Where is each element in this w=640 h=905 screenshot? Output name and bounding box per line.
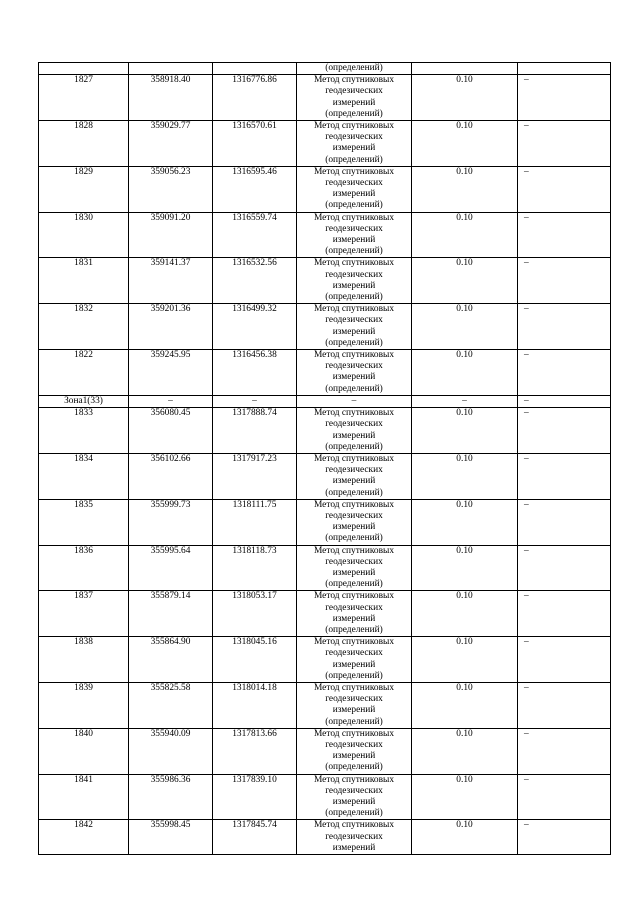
cell-point-number: 1840 xyxy=(39,728,129,774)
cell-description: – xyxy=(518,121,611,167)
table-row xyxy=(39,258,611,304)
cell-description: – xyxy=(518,682,611,728)
cell-x-coordinate: 359201.36 xyxy=(129,304,213,350)
cell-accuracy: 0.10 xyxy=(412,728,518,774)
cell-point-number: 1831 xyxy=(39,258,129,304)
cell-description: – xyxy=(518,258,611,304)
zone-row xyxy=(39,395,611,407)
cell-method: (определений) xyxy=(297,63,412,75)
table-row xyxy=(39,75,611,121)
cell-accuracy: 0.10 xyxy=(412,637,518,683)
cell-method: Метод спутниковых геодезических измерений (определений) xyxy=(297,75,412,121)
cell-x-coordinate: 356080.45 xyxy=(129,408,213,454)
cell-accuracy: 0.10 xyxy=(412,774,518,820)
cell-point-number: 1838 xyxy=(39,637,129,683)
cell-method: Метод спутниковых геодезических измерений (определений) xyxy=(297,258,412,304)
cell-accuracy: 0.10 xyxy=(412,304,518,350)
cell-description: – xyxy=(518,166,611,212)
cell-description: – xyxy=(518,75,611,121)
cell-accuracy: 0.10 xyxy=(412,545,518,591)
cell-point-number: 1837 xyxy=(39,591,129,637)
table-row xyxy=(39,545,611,591)
table-body xyxy=(39,63,611,855)
cell-method: Метод спутниковых геодезических измерений (определений) xyxy=(297,350,412,396)
cell-x-coordinate: 355864.90 xyxy=(129,637,213,683)
cell-accuracy: 0.10 xyxy=(412,499,518,545)
table-row xyxy=(39,121,611,167)
cell-y-coordinate: 1316532.56 xyxy=(213,258,297,304)
cell-x-coordinate: – xyxy=(129,395,213,407)
cell-y-coordinate: 1317888.74 xyxy=(213,408,297,454)
cell-y-coordinate: 1318118.73 xyxy=(213,545,297,591)
cell-x-coordinate: 355998.45 xyxy=(129,820,213,855)
cell-point-number: 1828 xyxy=(39,121,129,167)
cell-y-coordinate: 1318014.18 xyxy=(213,682,297,728)
cell-y-coordinate: 1317813.66 xyxy=(213,728,297,774)
cell-description: – xyxy=(518,499,611,545)
cell-accuracy: 0.10 xyxy=(412,212,518,258)
cell-point-number: 1836 xyxy=(39,545,129,591)
cell-point-number: 1839 xyxy=(39,682,129,728)
cell-point-number: 1830 xyxy=(39,212,129,258)
cell-method: Метод спутниковых геодезических измерений (определений) xyxy=(297,499,412,545)
cell-description: – xyxy=(518,591,611,637)
cell-point-number xyxy=(39,63,129,75)
cell-x-coordinate: 355825.58 xyxy=(129,682,213,728)
cell-accuracy: 0.10 xyxy=(412,591,518,637)
cell-y-coordinate: 1318053.17 xyxy=(213,591,297,637)
cell-y-coordinate: 1317917.23 xyxy=(213,453,297,499)
cell-x-coordinate xyxy=(129,63,213,75)
cell-description xyxy=(518,63,611,75)
table-row xyxy=(39,212,611,258)
cell-method: Метод спутниковых геодезических измерений xyxy=(297,820,412,855)
cell-y-coordinate: – xyxy=(213,395,297,407)
cell-accuracy: 0.10 xyxy=(412,682,518,728)
cell-method: Метод спутниковых геодезических измерений (определений) xyxy=(297,545,412,591)
table-row xyxy=(39,728,611,774)
table-row xyxy=(39,350,611,396)
cell-point-number: 1841 xyxy=(39,774,129,820)
cell-method: Метод спутниковых геодезических измерений (определений) xyxy=(297,591,412,637)
cell-point-number: 1842 xyxy=(39,820,129,855)
cell-x-coordinate: 359056.23 xyxy=(129,166,213,212)
table-row xyxy=(39,682,611,728)
cell-method: Метод спутниковых геодезических измерений (определений) xyxy=(297,212,412,258)
cell-y-coordinate: 1317839.10 xyxy=(213,774,297,820)
cell-point-number: 1832 xyxy=(39,304,129,350)
cell-x-coordinate: 355940.09 xyxy=(129,728,213,774)
cell-x-coordinate: 355995.64 xyxy=(129,545,213,591)
cell-x-coordinate: 359245.95 xyxy=(129,350,213,396)
table-row xyxy=(39,453,611,499)
cell-x-coordinate: 359029.77 xyxy=(129,121,213,167)
cell-x-coordinate: 355986.36 xyxy=(129,774,213,820)
cell-y-coordinate: 1316776.86 xyxy=(213,75,297,121)
cell-x-coordinate: 359141.37 xyxy=(129,258,213,304)
cell-y-coordinate: 1316570.61 xyxy=(213,121,297,167)
cell-x-coordinate: 358918.40 xyxy=(129,75,213,121)
cell-accuracy: 0.10 xyxy=(412,75,518,121)
table-row xyxy=(39,820,611,855)
cell-accuracy: 0.10 xyxy=(412,121,518,167)
cell-accuracy: 0.10 xyxy=(412,350,518,396)
cell-accuracy: 0.10 xyxy=(412,258,518,304)
table-row xyxy=(39,304,611,350)
cell-method: Метод спутниковых геодезических измерений (определений) xyxy=(297,304,412,350)
cell-x-coordinate: 359091.20 xyxy=(129,212,213,258)
cell-description: – xyxy=(518,774,611,820)
cell-accuracy: 0.10 xyxy=(412,820,518,855)
cell-method: Метод спутниковых геодезических измерений (определений) xyxy=(297,774,412,820)
cell-method: Метод спутниковых геодезических измерений (определений) xyxy=(297,682,412,728)
cell-y-coordinate: 1316559.74 xyxy=(213,212,297,258)
cell-description: – xyxy=(518,728,611,774)
cell-point-number: Зона1(33) xyxy=(39,395,129,407)
table-row xyxy=(39,591,611,637)
cell-description: – xyxy=(518,637,611,683)
cell-method: Метод спутниковых геодезических измерений (определений) xyxy=(297,637,412,683)
cell-point-number: 1827 xyxy=(39,75,129,121)
table-row-continuation xyxy=(39,63,611,75)
cell-point-number: 1834 xyxy=(39,453,129,499)
cell-y-coordinate: 1318111.75 xyxy=(213,499,297,545)
cell-accuracy: 0.10 xyxy=(412,408,518,454)
cell-point-number: 1829 xyxy=(39,166,129,212)
coordinates-table xyxy=(38,62,611,855)
cell-x-coordinate: 355999.73 xyxy=(129,499,213,545)
table-row xyxy=(39,408,611,454)
cell-y-coordinate: 1316499.32 xyxy=(213,304,297,350)
cell-point-number: 1833 xyxy=(39,408,129,454)
cell-x-coordinate: 356102.66 xyxy=(129,453,213,499)
cell-y-coordinate xyxy=(213,63,297,75)
table-row xyxy=(39,499,611,545)
cell-method: Метод спутниковых геодезических измерений (определений) xyxy=(297,166,412,212)
cell-accuracy xyxy=(412,63,518,75)
cell-point-number: 1822 xyxy=(39,350,129,396)
table-row xyxy=(39,637,611,683)
table-row xyxy=(39,166,611,212)
cell-accuracy: 0.10 xyxy=(412,453,518,499)
cell-accuracy: – xyxy=(412,395,518,407)
cell-y-coordinate: 1317845.74 xyxy=(213,820,297,855)
table-row xyxy=(39,774,611,820)
cell-method: – xyxy=(297,395,412,407)
cell-description: – xyxy=(518,350,611,396)
cell-accuracy: 0.10 xyxy=(412,166,518,212)
cell-description: – xyxy=(518,820,611,855)
cell-description: – xyxy=(518,408,611,454)
cell-description: – xyxy=(518,545,611,591)
cell-description: – xyxy=(518,304,611,350)
cell-description: – xyxy=(518,453,611,499)
cell-method: Метод спутниковых геодезических измерений (определений) xyxy=(297,121,412,167)
cell-y-coordinate: 1316595.46 xyxy=(213,166,297,212)
cell-description: – xyxy=(518,212,611,258)
cell-point-number: 1835 xyxy=(39,499,129,545)
cell-method: Метод спутниковых геодезических измерений (определений) xyxy=(297,728,412,774)
cell-method: Метод спутниковых геодезических измерений (определений) xyxy=(297,453,412,499)
cell-description: – xyxy=(518,395,611,407)
cell-y-coordinate: 1316456.38 xyxy=(213,350,297,396)
cell-method: Метод спутниковых геодезических измерений (определений) xyxy=(297,408,412,454)
cell-y-coordinate: 1318045.16 xyxy=(213,637,297,683)
cell-x-coordinate: 355879.14 xyxy=(129,591,213,637)
